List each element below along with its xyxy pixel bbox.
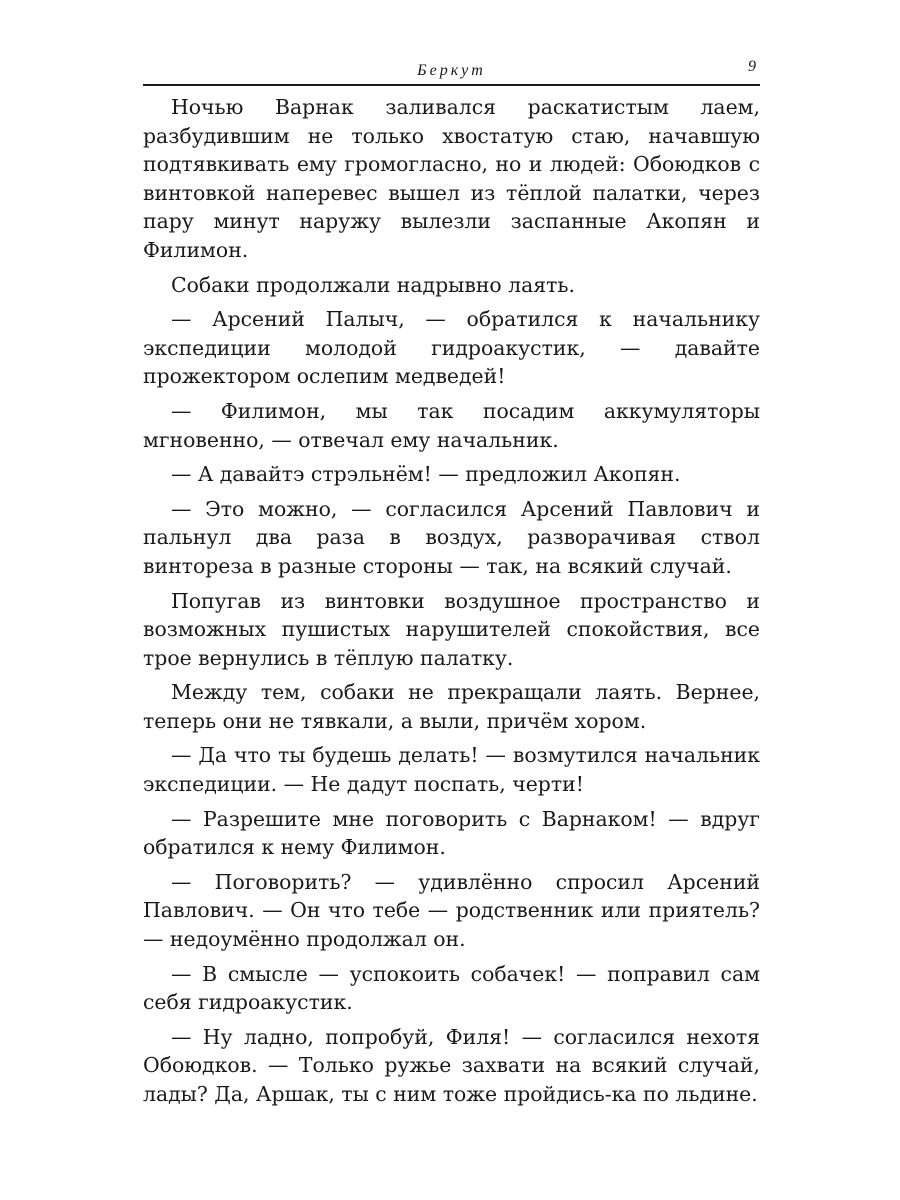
paragraph: — А давайтэ стрэльнём! — предложил Акопян. bbox=[171, 462, 681, 487]
paragraph: Попугав из винтовки воздушное пространство и возможных пушистых нарушителей спокойствия, все трое вернулись в тёплую палатку. bbox=[143, 588, 760, 670]
page-header bbox=[143, 58, 760, 86]
paragraph: — Это можно, — согласился Арсений Павлович и пальнул два раза в воздух, разворачивая ствол винтореза в разные стороны — так, на всякий случай. bbox=[143, 496, 760, 578]
paragraph: — Да что ты будешь делать! — возмутился начальник экспедиции. — Не дадут поспать, черти! bbox=[143, 743, 760, 797]
running-title: Беркут bbox=[417, 62, 486, 79]
paragraph: Между тем, собаки не прекращали лаять. Вернее, теперь они не тявкали, а выли, причём хором. bbox=[143, 680, 760, 733]
paragraph: — Арсений Палыч, — обратился к начальнику экспедиции молодой гидроакустик, — давайте прожектором ослепим медведей! bbox=[143, 307, 760, 389]
paragraph: — Ну ладно, попробуй, Филя! — согласился нехотя Обоюдков. — Только ружье захвати на всякий случай, лады? Да, Аршак, ты с ним тоже пройдись-ка по льдине. bbox=[143, 1024, 760, 1106]
body-text bbox=[143, 93, 760, 1115]
header-rule bbox=[143, 84, 760, 86]
paragraph: Ночью Варнак заливался раскатистым лаем, разбудившим не только хвостатую стаю, начавшую подтявкивать ему громогласно, но и людей: Обоюдков с винтовкой наперевес вышел из тёплой палатки, через пару минут наружу вылезли заспанные Акопян и Филимон. bbox=[143, 95, 760, 262]
paragraph: Собаки продолжали надрывно лаять. bbox=[171, 272, 576, 297]
paragraph: — В смысле — успокоить собачек! — поправил сам себя гидроакустик. bbox=[143, 961, 760, 1015]
page-number: 9 bbox=[748, 58, 756, 75]
paragraph: — Поговорить? — удивлённо спросил Арсений Павлович. — Он что тебе — родственник или приятель? — недоумённо продолжал он. bbox=[143, 869, 760, 952]
paragraph: — Филимон, мы так посадим аккумуляторы мгновенно, — отвечал ему начальник. bbox=[143, 398, 760, 452]
paragraph: — Разрешите мне поговорить с Варнаком! — вдруг обратился к нему Филимон. bbox=[143, 806, 760, 860]
